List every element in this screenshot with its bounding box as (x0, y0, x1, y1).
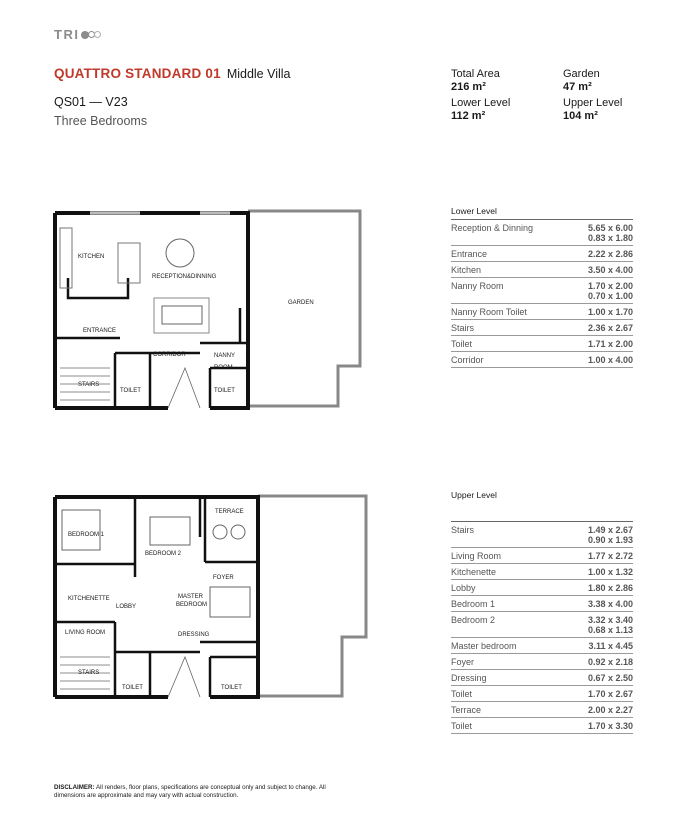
room-name: Terrace (451, 705, 482, 715)
stairs-label: STAIRS (78, 382, 100, 388)
trio-logo (54, 27, 101, 42)
room-name: Lobby (451, 583, 476, 593)
room-name: Toilet (451, 689, 473, 699)
room-name: Stairs (451, 525, 475, 535)
dimension-value: 3.38 x 4.00 (587, 599, 633, 609)
total-area-value: 216 m² (451, 81, 486, 93)
garden-value: 47 m² (563, 81, 592, 93)
dimension-value: 0.70 x 1.00 (587, 291, 633, 301)
bedroom-count: Three Bedrooms (54, 114, 148, 128)
room-name: Nanny Room Toilet (451, 307, 527, 317)
disclaimer-label: DISCLAIMER: (54, 784, 95, 791)
table-row (451, 220, 633, 246)
villa-type: Middle Villa (226, 67, 291, 81)
table-row (451, 352, 633, 368)
table-row (451, 320, 633, 336)
reception-label: RECEPTION&DINNING (152, 274, 217, 280)
dimension-value: 3.11 x 4.45 (588, 641, 633, 651)
dimension-value: 2.22 x 2.86 (587, 249, 633, 259)
logo-circles-icon (82, 31, 101, 39)
logo-text: TRI (54, 27, 80, 42)
unit-code: QS01 — V23 (54, 95, 128, 109)
terrace-label: TERRACE (215, 509, 244, 515)
room-dimensions (588, 689, 633, 699)
room-dimensions (588, 583, 633, 593)
stairs-label: STAIRS (78, 670, 100, 676)
kitchenette-label: KITCHENETTE (68, 596, 110, 602)
room-name: Corridor (451, 355, 484, 365)
room-name: Entrance (451, 249, 488, 259)
room-dimensions (588, 599, 633, 609)
table-row (451, 702, 633, 718)
room-name: Reception & Dinning (451, 223, 534, 233)
total-area-label: Total Area (451, 68, 500, 80)
table-row (451, 564, 633, 580)
dimension-value: 1.00 x 1.32 (587, 567, 633, 577)
master-bedroom-label: BEDROOM (176, 602, 208, 608)
dimension-value: 1.70 x 2.00 (587, 281, 633, 291)
garden-stat (563, 68, 600, 94)
room-dimensions (588, 355, 633, 365)
dimension-value: 0.90 x 1.93 (587, 535, 633, 545)
dimension-value: 3.32 x 3.40 (587, 615, 633, 625)
room-name: Living Room (451, 551, 502, 561)
lower-level-label: Lower Level (451, 97, 511, 109)
lower-table-title: Lower Level (451, 206, 633, 220)
upper-table-title: Upper Level (451, 490, 497, 500)
lobby-label: LOBBY (116, 604, 137, 610)
room-dimensions (588, 249, 633, 259)
master-label: MASTER (178, 594, 204, 600)
dimension-value: 1.00 x 1.70 (587, 307, 633, 317)
dimension-value: 1.77 x 2.72 (587, 551, 633, 561)
table-row (451, 278, 633, 304)
room-dimensions (588, 641, 633, 651)
nanny-room-label: ROOM (214, 365, 233, 371)
table-row (451, 654, 633, 670)
table-row (451, 336, 633, 352)
terrace-outline (258, 496, 366, 696)
room-name: Dressing (451, 673, 487, 683)
dimension-value: 2.00 x 2.27 (587, 705, 633, 715)
dimension-value: 0.68 x 1.13 (587, 625, 633, 635)
upper-level-stat (563, 97, 622, 123)
lower-floor-plan (50, 208, 390, 418)
lower-level-value: 112 m² (451, 110, 486, 122)
toilet-label-2: TOILET (221, 685, 242, 691)
corridor-label: CORRIDOR (153, 352, 186, 358)
dimension-value: 0.92 x 2.18 (587, 657, 633, 667)
room-dimensions (588, 705, 633, 715)
toilet-label-1: TOILET (122, 685, 143, 691)
page-title (54, 66, 291, 81)
dressing-label: DRESSING (178, 632, 210, 638)
lower-outer-walls (55, 213, 248, 408)
table-row (451, 670, 633, 686)
table-row (451, 246, 633, 262)
table-row (451, 262, 633, 278)
table-row (451, 522, 633, 548)
dimension-value: 2.36 x 2.67 (587, 323, 633, 333)
dimension-value: 5.65 x 6.00 (587, 223, 633, 233)
entrance-label: ENTRANCE (83, 328, 117, 334)
garden-label: Garden (563, 68, 600, 80)
room-name: Foyer (451, 657, 475, 667)
room-dimensions (588, 551, 633, 561)
upper-plan-drawing (50, 492, 390, 707)
disclaimer (54, 784, 344, 800)
room-name: Bedroom 1 (451, 599, 496, 609)
total-area-stat (451, 68, 500, 94)
room-name: Kitchenette (451, 567, 497, 577)
room-dimensions (588, 265, 633, 275)
dimension-value: 0.83 x 1.80 (587, 233, 633, 243)
table-row (451, 580, 633, 596)
room-dimensions (588, 657, 633, 667)
dimension-value: 1.71 x 2.00 (587, 339, 633, 349)
room-name: Master bedroom (451, 641, 517, 651)
toilet-label-1: TOILET (120, 388, 141, 394)
garden-outline (248, 211, 360, 406)
disclaimer-text: All renders, floor plans, specifications are conceptual only and subject to change. All dimensions are approximate and may vary with actual construction. (54, 784, 326, 799)
room-dimensions (588, 223, 633, 243)
living-room-label: LIVING ROOM (65, 630, 106, 636)
room-name: Kitchen (451, 265, 482, 275)
room-dimensions (588, 721, 633, 731)
table-row (451, 718, 633, 734)
room-dimensions (588, 615, 633, 635)
dimension-value: 0.67 x 2.50 (587, 673, 633, 683)
room-dimensions (588, 323, 633, 333)
upper-table-rows (451, 521, 633, 734)
room-dimensions (588, 281, 633, 301)
upper-level-label: Upper Level (563, 97, 623, 109)
dimension-value: 1.70 x 2.67 (587, 689, 633, 699)
table-row (451, 638, 633, 654)
table-row (451, 612, 633, 638)
lower-plan-drawing (50, 208, 390, 418)
room-name: Toilet (451, 721, 473, 731)
table-row (451, 596, 633, 612)
dimension-value: 1.00 x 4.00 (587, 355, 633, 365)
bedroom1-label: BEDROOM 1 (68, 532, 105, 538)
upper-level-table (451, 490, 633, 734)
room-dimensions (588, 339, 633, 349)
garden-label: GARDEN (288, 300, 314, 306)
room-dimensions (588, 307, 633, 317)
upper-level-value: 104 m² (563, 110, 598, 122)
table-row (451, 686, 633, 702)
lower-level-table (451, 206, 633, 368)
dimension-value: 1.80 x 2.86 (587, 583, 633, 593)
room-name: Nanny Room (451, 281, 504, 291)
lower-table-rows (451, 220, 633, 368)
room-name: Toilet (451, 339, 473, 349)
model-name: QUATTRO STANDARD 01 (54, 66, 221, 81)
foyer-label: FOYER (213, 575, 234, 581)
toilet-label-2: TOILET (214, 388, 235, 394)
table-row (451, 304, 633, 320)
room-dimensions (588, 673, 633, 683)
room-dimensions (588, 567, 633, 577)
dimension-value: 3.50 x 4.00 (587, 265, 633, 275)
kitchen-label: KITCHEN (78, 254, 105, 260)
nanny-label: NANNY (214, 353, 236, 359)
room-name: Stairs (451, 323, 475, 333)
table-row (451, 548, 633, 564)
dimension-value: 1.49 x 2.67 (587, 525, 633, 535)
upper-floor-plan (50, 492, 390, 707)
room-name: Bedroom 2 (451, 615, 496, 625)
bedroom2-label: BEDROOM 2 (145, 551, 182, 557)
dimension-value: 1.70 x 3.30 (587, 721, 633, 731)
room-dimensions (588, 525, 633, 545)
lower-level-stat (451, 97, 510, 123)
